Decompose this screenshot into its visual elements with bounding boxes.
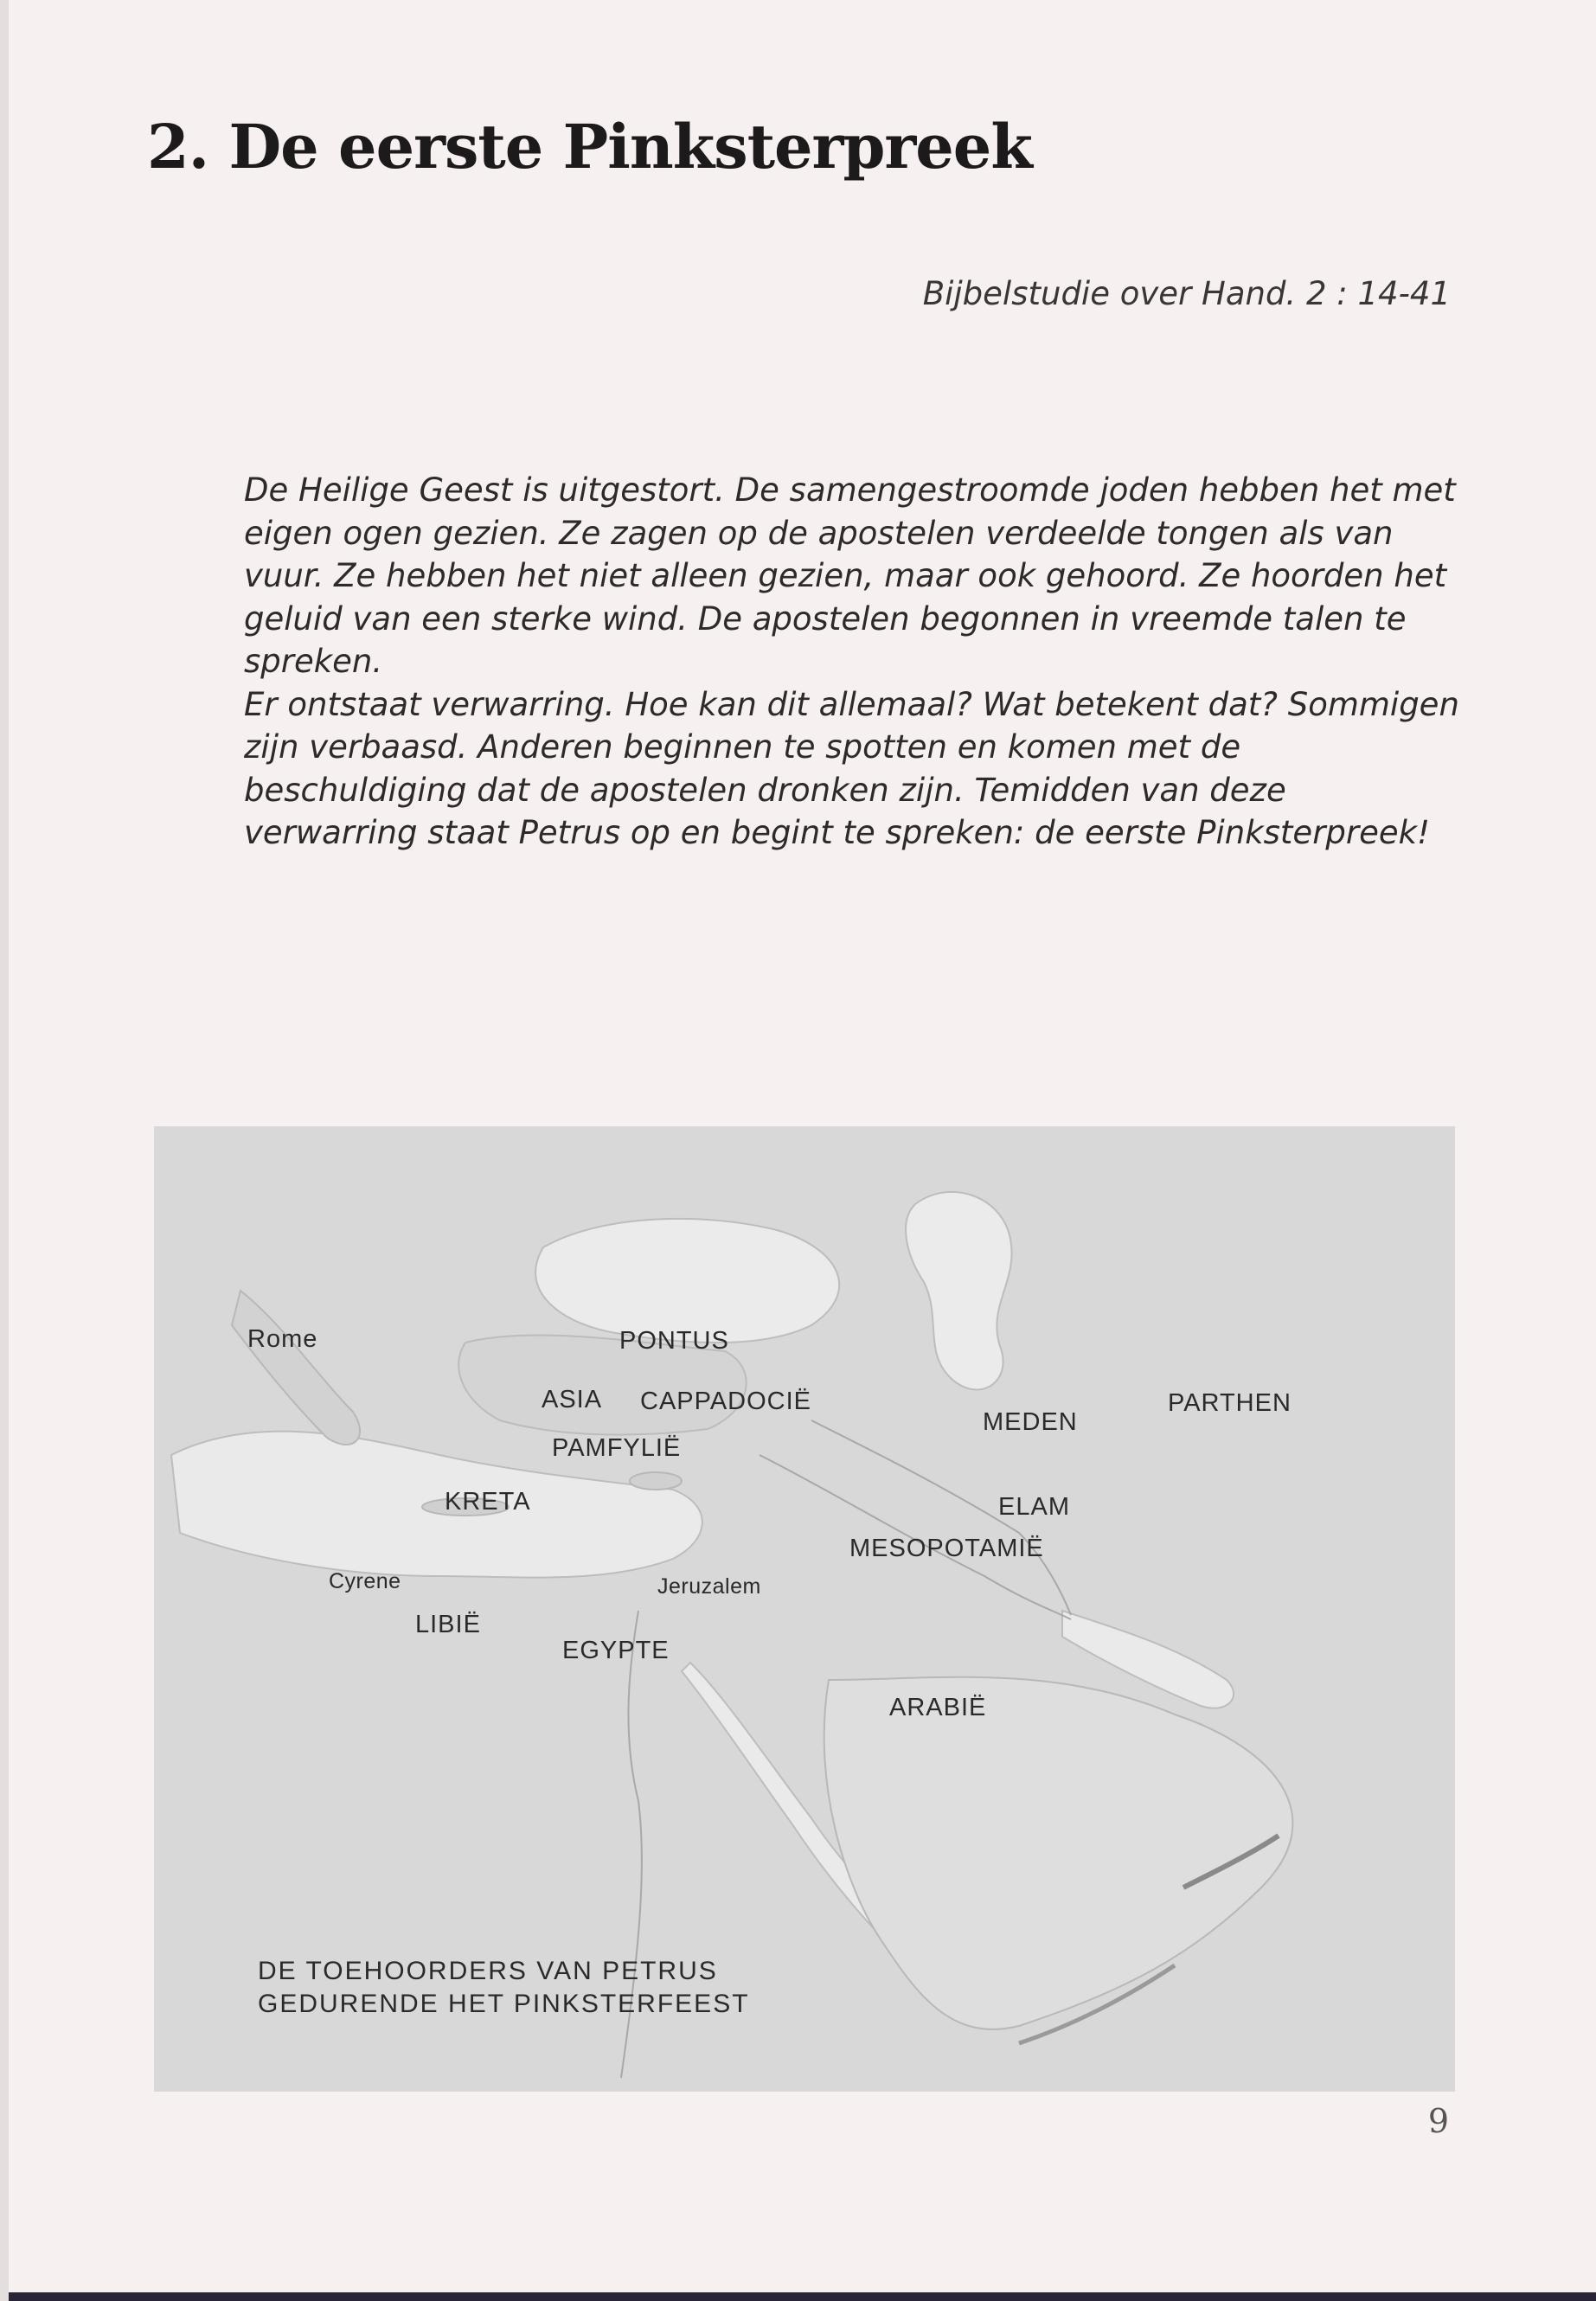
map-label-arabie: ARABIË: [889, 1694, 987, 1721]
map-label-cappadocie: CAPPADOCIË: [640, 1388, 812, 1415]
bottom-edge-bar: [9, 2292, 1596, 2301]
map-illustration: [154, 1126, 1455, 2092]
map-label-kreta: KRETA: [445, 1488, 531, 1516]
map-figure: [154, 1126, 1455, 2092]
map-label-rome: Rome: [247, 1325, 318, 1353]
map-label-egypte: EGYPTE: [562, 1637, 670, 1664]
map-label-cyrene: Cyrene: [329, 1569, 401, 1593]
page-number: 9: [1427, 2102, 1449, 2140]
chapter-title: 2. De eerste Pinksterpreek: [147, 111, 1032, 183]
intro-text: [244, 469, 1464, 855]
map-label-parthen: PARTHEN: [1168, 1389, 1292, 1417]
map-label-pontus: PONTUS: [619, 1327, 729, 1355]
map-label-pamfylie: PAMFYLIË: [552, 1434, 682, 1462]
intro-paragraph: De Heilige Geest is uitgestort. De samengestroomde joden hebben het met eigen ogen gezien. Ze zagen op de apostelen verdeelde tongen als van vuur. Ze hebben het niet alleen gezien, maar ook gehoord. Ze hoorden het geluid van een sterke wind. De apostelen begonnen in vreemde talen te spreken.: [244, 471, 1456, 680]
map-caption: [258, 1955, 750, 2021]
map-label-meden: MEDEN: [983, 1408, 1078, 1436]
map-label-elam: ELAM: [998, 1493, 1070, 1521]
intro-paragraph: Er ontstaat verwarring. Hoe kan dit allemaal? Wat betekent dat? Sommigen zijn verbaasd. Anderen beginnen te spotten en komen met de beschuldiging dat de apostelen dronken zijn. Temidden van deze verwarring staat Petrus op en begint te spreken: de eerste Pinksterpreek!: [244, 685, 1459, 851]
map-caption-line: DE TOEHOORDERS VAN PETRUS: [258, 1957, 718, 1985]
bible-study-reference: Bijbelstudie over Hand. 2 : 14-41: [922, 275, 1451, 312]
map-caption-line: GEDURENDE HET PINKSTERFEEST: [258, 1990, 750, 2018]
map-label-libie: LIBIË: [415, 1611, 481, 1638]
black-sea-shape: [535, 1219, 839, 1343]
cyprus-shape: [630, 1472, 682, 1490]
map-label-jeruzalem: Jeruzalem: [657, 1574, 761, 1599]
map-label-asia: ASIA: [542, 1386, 603, 1413]
map-label-mesopotamie: MESOPOTAMIË: [849, 1535, 1044, 1562]
